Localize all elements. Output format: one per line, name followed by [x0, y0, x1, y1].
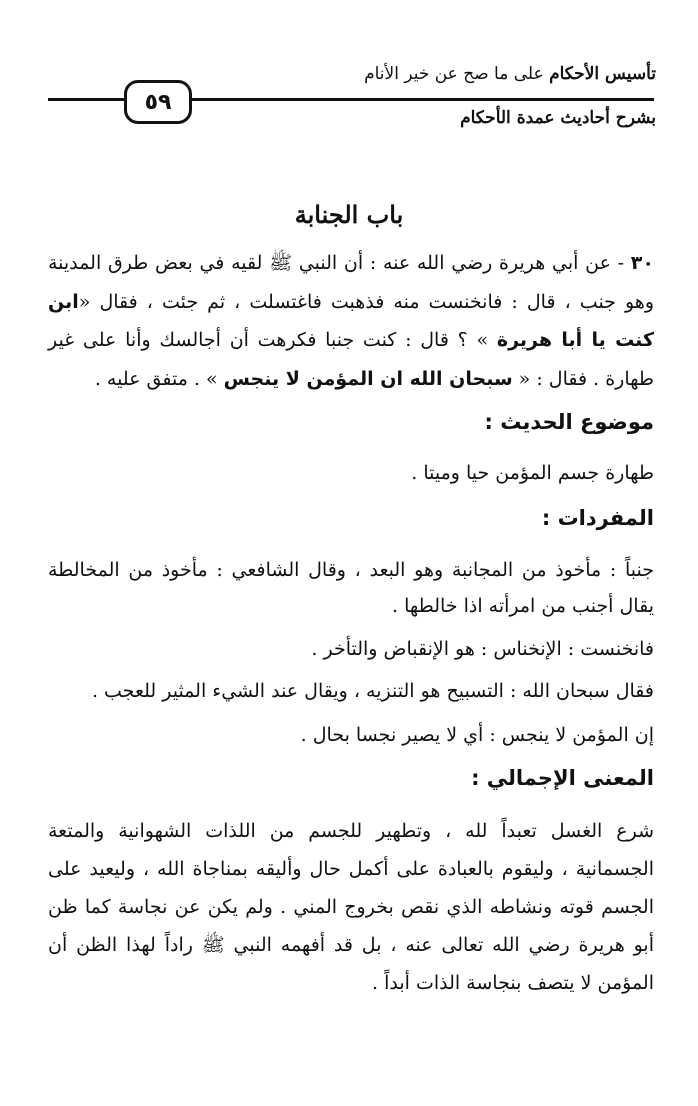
hadith-text-1: - عن أبي هريرة رضي الله عنه : أن النبي ﷺ لقيه في بعض طرق المدينة وهو جنب ، قال : فانخنست منه فذهبت فاغتسلت ، ثم جئت ، فقال « [48, 252, 654, 313]
hadith-text-2: » ؟ قال : كنت جنبا فكرهت أن أجالسك وأنا على غير طهارة . فقال : « [48, 329, 654, 390]
book-title-rest: على ما صح عن خير الأنام [364, 64, 550, 84]
hadith-quote-2: سبحان الله ان المؤمن لا ينجس [223, 367, 513, 390]
hadith-paragraph [48, 244, 654, 398]
chapter-title: باب الجنابة [294, 200, 404, 229]
topic-text: طهارة جسم المؤمن حيا وميتا . [411, 462, 654, 484]
hadith-number: ٣٠ [630, 252, 654, 274]
topic-heading: موضوع الحديث : [484, 410, 654, 434]
book-title-bold: تأسيس الأحكام [549, 64, 656, 84]
general-meaning-text: شرع الغسل تعبداً لله ، وتطهير للجسم من اللذات الشهوانية والمتعة الجسمانية ، وليقوم بالعبادة على أكمل حال وأليقه بمناجاة الله ، وليعيد على الجسم قوته ونشاطه الذي نقص بخروج المني . ولم يكن عن نجاسة كما ظن أبو هريرة رضي الله تعالى عنه ، بل قد أفهمه النبي ﷺ راداً لهذا الظن أن المؤمن لا يتصف بنجاسة الذات أبداً . [48, 820, 654, 994]
vocabulary-heading: المفردات : [541, 506, 654, 530]
vocabulary-item: إن المؤمن لا ينجس : أي لا يصير نجسا بحال . [300, 724, 654, 746]
vocabulary-item: فقال سبحان الله : التسبيح هو التنزيه ، ويقال عند الشيء المثير للعجب . [91, 680, 654, 702]
running-header-subtitle: بشرح أحاديث عمدة الأحكام [460, 108, 656, 128]
page-number: ٥٩ [124, 80, 192, 124]
running-header-title [364, 64, 656, 84]
general-meaning-heading: المعنى الإجمالي : [471, 766, 654, 790]
hadith-text-3: » . متفق عليه . [94, 367, 224, 390]
vocabulary-item: فانخنست : الإنخناس : هو الإنقباض والتأخر . [311, 638, 654, 660]
vocabulary-item: جنباً : مأخوذ من المجانبة وهو البعد ، وقال الشافعي : مأخوذ من المخالطة يقال أجنب من امرأته اذا خالطها . [48, 559, 654, 617]
hadith-quote-1: ابن كنت يا أبا هريرة [48, 290, 654, 351]
